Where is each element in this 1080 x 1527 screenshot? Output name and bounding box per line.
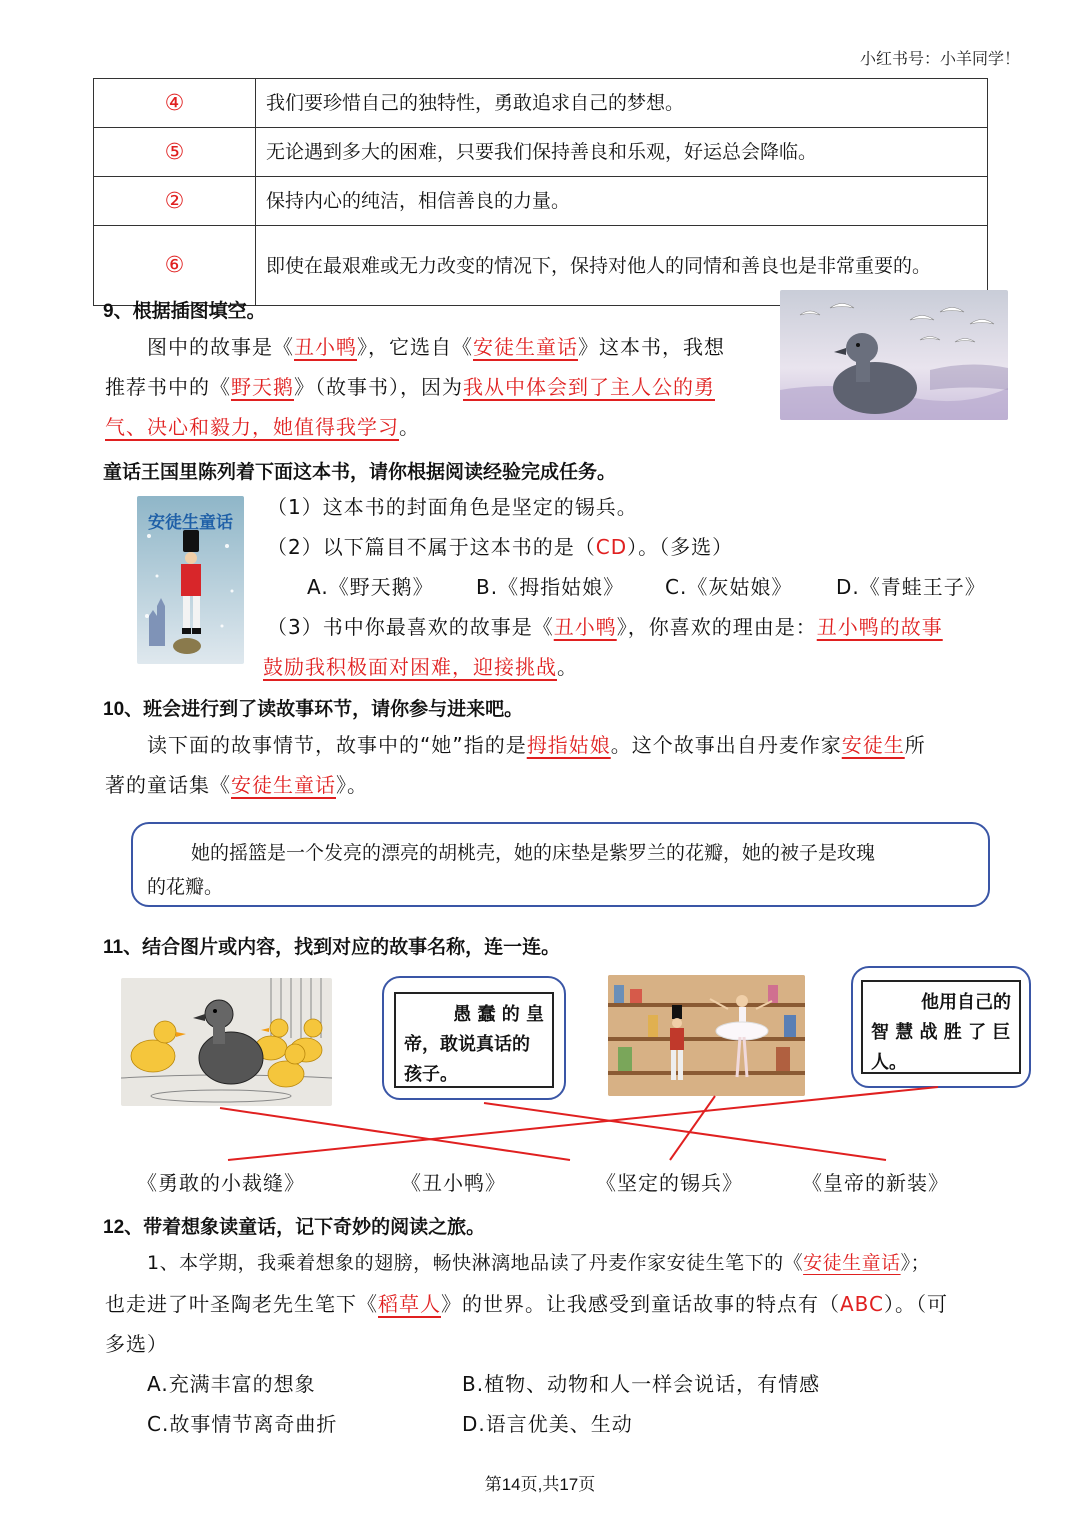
- giant-card[interactable]: [851, 966, 1031, 1088]
- giant-card-text: [861, 980, 1021, 1074]
- excerpt-line2: 的花瓣。: [147, 876, 224, 898]
- text: 。: [557, 655, 578, 679]
- row-number: ④: [94, 79, 256, 128]
- answer: 安徒生童话: [473, 335, 578, 359]
- answer: 拇指姑娘: [526, 733, 611, 757]
- card-line: 孩子。: [404, 1064, 458, 1085]
- q9b-option-d: D.《青蛙王子》: [836, 575, 986, 599]
- book-cover-title: 安徒生童话: [148, 513, 233, 533]
- card-line: 帝，敢说真话的: [404, 1034, 530, 1055]
- q12-option-a: A.充满丰富的想象: [147, 1372, 316, 1396]
- text: 所: [904, 733, 926, 757]
- q9b-title: 童话王国里陈列着下面这本书，请你根据阅读经验完成任务。: [103, 462, 617, 483]
- q12-line1: [147, 1242, 1007, 1284]
- text: （3）书中你最喜欢的故事是《: [267, 615, 554, 639]
- card-line: 愚 蠢 的 皇: [453, 1004, 544, 1025]
- excerpt-line1: 她的摇篮是一个发亮的漂亮的胡桃壳，她的床垫是紫罗兰的花瓣，她的被子是玫瑰: [191, 842, 876, 864]
- q9b-option-b: B.《拇指姑娘》: [476, 575, 625, 599]
- text: 。这个故事出自丹麦作家: [610, 733, 842, 757]
- row-number: ②: [94, 177, 256, 226]
- row-text: 即使在最艰难或无力改变的情况下，保持对他人的同情和善良也是非常重要的。: [256, 226, 988, 306]
- summary-table: [93, 78, 988, 306]
- text: 也走进了叶圣陶老先生笔下《: [105, 1292, 378, 1316]
- q10-title: 10、班会进行到了读故事环节，请你参与进来吧。: [103, 699, 524, 720]
- answer: 丑小鸭: [553, 615, 617, 639]
- table-row: [94, 177, 988, 226]
- card-line: 人。: [871, 1052, 907, 1073]
- q12-line2: [105, 1283, 1005, 1325]
- answer: 安徒生: [841, 733, 905, 757]
- story-excerpt-box: [131, 822, 990, 907]
- story-name-duckling[interactable]: 《丑小鸭》: [401, 1171, 506, 1195]
- book-cover-image: [137, 496, 244, 664]
- page-number: 第14页,共17页: [484, 1475, 596, 1494]
- match-line: [220, 1108, 570, 1160]
- q9b-line4: [263, 646, 578, 688]
- answer: 安徒生童话: [231, 773, 336, 797]
- q9-line3: [105, 406, 765, 448]
- q10-line2: [105, 764, 368, 806]
- q12-option-b: B.植物、动物和人一样会说话，有情感: [462, 1372, 821, 1396]
- q9-line1: [147, 326, 767, 368]
- story-name-tailor[interactable]: 《勇敢的小裁缝》: [137, 1171, 305, 1195]
- text: 》（故事书），因为: [294, 375, 463, 399]
- q12-line3: 多选）: [105, 1332, 168, 1356]
- row-text: 无论遇到多大的困难，只要我们保持善良和乐观，好运总会降临。: [256, 128, 988, 177]
- ducklings-image: [121, 978, 332, 1106]
- text: ）。（可: [884, 1292, 949, 1316]
- text: 读下面的故事情节，故事中的“她”指的是: [147, 733, 527, 757]
- answer: 我从中体会到了主人公的勇: [463, 375, 715, 399]
- row-text: 保持内心的纯洁，相信善良的力量。: [256, 177, 988, 226]
- answer: 野天鹅: [231, 375, 294, 399]
- answer: 稻草人: [378, 1292, 441, 1316]
- text: 1、本学期，我乘着想象的翅膀，畅快淋漓地品读了丹麦作家安徒生笔下的《: [147, 1252, 804, 1274]
- q9b-line1: （1）这本书的封面角色是坚定的锡兵。: [267, 495, 638, 519]
- story-name-soldier[interactable]: 《坚定的锡兵》: [596, 1171, 743, 1195]
- q12-option-c: C.故事情节离奇曲折: [147, 1412, 338, 1436]
- match-line: [484, 1103, 886, 1160]
- text: 图中的故事是《: [147, 335, 294, 359]
- match-line: [670, 1096, 715, 1160]
- watermark: 小红书号：小羊同学！: [859, 49, 1020, 68]
- text: ）。（多选）: [627, 535, 734, 559]
- card-line: 智 慧 战 胜 了 巨: [871, 1022, 1011, 1043]
- q9-title: 9、根据插图填空。: [103, 301, 266, 322]
- row-text: 我们要珍惜自己的独特性，勇敢追求自己的梦想。: [256, 79, 988, 128]
- text: 》，你喜欢的理由是：: [616, 615, 817, 639]
- answer: 鼓励我积极面对困难，迎接挑战: [263, 655, 557, 679]
- answer: ABC: [840, 1292, 885, 1316]
- text: 。: [399, 415, 420, 439]
- q11-title: 11、结合图片或内容，找到对应的故事名称，连一连。: [103, 937, 561, 958]
- row-number: ⑤: [94, 128, 256, 177]
- q9b-option-c: C.《灰姑娘》: [665, 575, 793, 599]
- q9b-option-a: A.《野天鹅》: [307, 575, 434, 599]
- text: 》这本书，我想: [578, 335, 725, 359]
- text: 》的世界。让我感受到童话故事的特点有（: [441, 1292, 840, 1316]
- q9-line2: [105, 366, 775, 408]
- tin-soldier-ballerina-image: [608, 975, 805, 1096]
- story-name-emperor[interactable]: 《皇帝的新装》: [802, 1171, 949, 1195]
- answer: 丑小鸭的故事: [816, 615, 943, 639]
- emperor-card[interactable]: [382, 976, 566, 1100]
- match-line: [228, 1087, 938, 1160]
- text: 推荐书中的《: [105, 375, 231, 399]
- answer: 气、决心和毅力，她值得我学习: [105, 415, 399, 439]
- q9b-line2: [267, 526, 733, 568]
- answer: 安徒生童话: [803, 1252, 901, 1274]
- answer: 丑小鸭: [294, 335, 357, 359]
- emperor-card-text: [394, 992, 554, 1088]
- text: （2）以下篇目不属于这本书的是（: [267, 535, 596, 559]
- row-number: ⑥: [94, 226, 256, 306]
- card-line: 他用自己的: [921, 992, 1011, 1013]
- q12-title: 12、带着想象读童话，记下奇妙的阅读之旅。: [103, 1217, 486, 1238]
- text: 》，它选自《: [357, 335, 473, 359]
- q9b-line3: [267, 606, 943, 648]
- text: 》；: [900, 1252, 931, 1274]
- q12-option-d: D.语言优美、生动: [462, 1412, 633, 1436]
- q10-line1: [147, 724, 987, 766]
- answer: CD: [595, 535, 628, 559]
- table-row: [94, 79, 988, 128]
- text: 》。: [336, 773, 368, 797]
- table-row: [94, 128, 988, 177]
- text: 著的童话集《: [105, 773, 231, 797]
- ugly-duckling-image: [780, 290, 1008, 420]
